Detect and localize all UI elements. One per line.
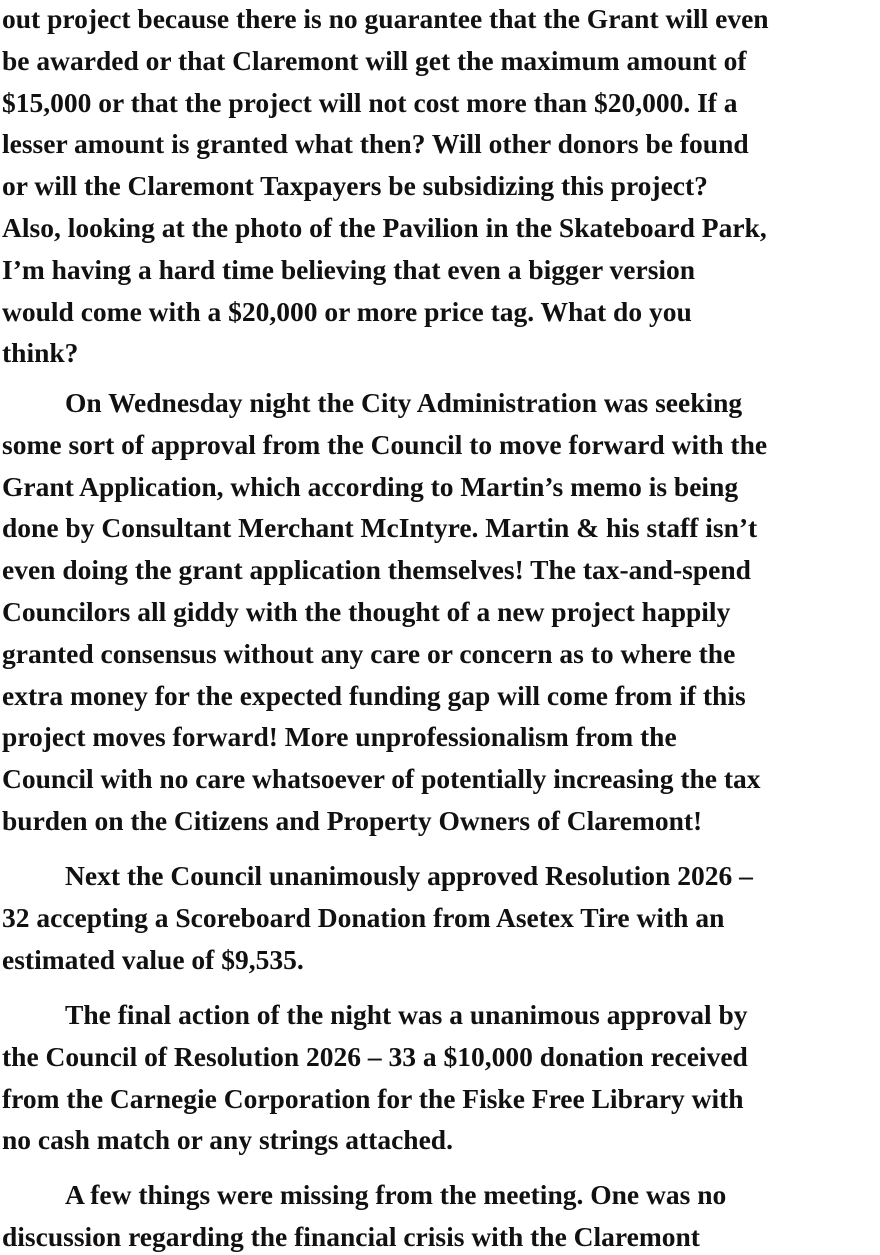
text-line: the Council of Resolution 2026 – 33 a $10,000 donation received [2, 1040, 748, 1072]
paragraph-grant-application [2, 382, 880, 842]
text-line: Grant Application, which according to Martin’s memo is being [2, 470, 739, 502]
text-line: Council with no care whatsoever of potentially increasing the tax [2, 763, 761, 795]
text-line: Also, looking at the photo of the Pavilion in the Skateboard Park, [2, 211, 767, 243]
paragraph-scoreboard-resolution [2, 855, 880, 980]
text-line: or will the Claremont Taxpayers be subsidizing this project? [2, 170, 708, 202]
text-line: I’m having a hard time believing that even a bigger version [2, 253, 696, 285]
text-line: The final action of the night was a unanimous approval by [65, 999, 748, 1030]
text-line: Next the Council unanimously approved Resolution 2026 – [65, 860, 753, 891]
text-line: out project because there is no guarantee that the Grant will even [2, 3, 769, 34]
text-line: project moves forward! More unprofessionalism from the [2, 721, 677, 753]
text-line: even doing the grant application themselves! The tax-and-spend [2, 554, 751, 586]
text-line: lesser amount is granted what then? Will other donors be found [2, 128, 749, 160]
text-line: from the Carnegie Corporation for the Fiske Free Library with [2, 1082, 744, 1114]
text-line: On Wednesday night the City Administration was seeking [65, 387, 743, 418]
paragraph-library-donation [2, 994, 880, 1161]
text-line: A few things were missing from the meeting. One was no [65, 1179, 727, 1210]
text-line: some sort of approval from the Council to move forward with the [2, 428, 768, 460]
paragraph-missing-items [2, 1174, 880, 1255]
text-line: burden on the Citizens and Property Owners of Claremont! [2, 804, 703, 836]
text-line: Councilors all giddy with the thought of a new project happily [2, 595, 731, 627]
text-line: discussion regarding the financial crisis with the Claremont [2, 1220, 700, 1252]
text-line: would come with a $20,000 or more price tag. What do you [2, 295, 692, 327]
text-line: 32 accepting a Scoreboard Donation from Asetex Tire with an [2, 901, 725, 933]
text-line: extra money for the expected funding gap will come from if this [2, 679, 746, 711]
text-line: granted consensus without any care or concern as to where the [2, 637, 736, 669]
text-line: no cash match or any strings attached. [2, 1124, 453, 1156]
paragraph-grant-concerns [2, 0, 880, 374]
text-line: estimated value of $9,535. [2, 943, 304, 975]
text-line: done by Consultant Merchant McIntyre. Martin & his staff isn’t [2, 512, 758, 544]
text-line: be awarded or that Claremont will get the maximum amount of [2, 44, 747, 76]
text-line: think? [2, 337, 79, 369]
text-line: $15,000 or that the project will not cost more than $20,000. If a [2, 86, 738, 118]
